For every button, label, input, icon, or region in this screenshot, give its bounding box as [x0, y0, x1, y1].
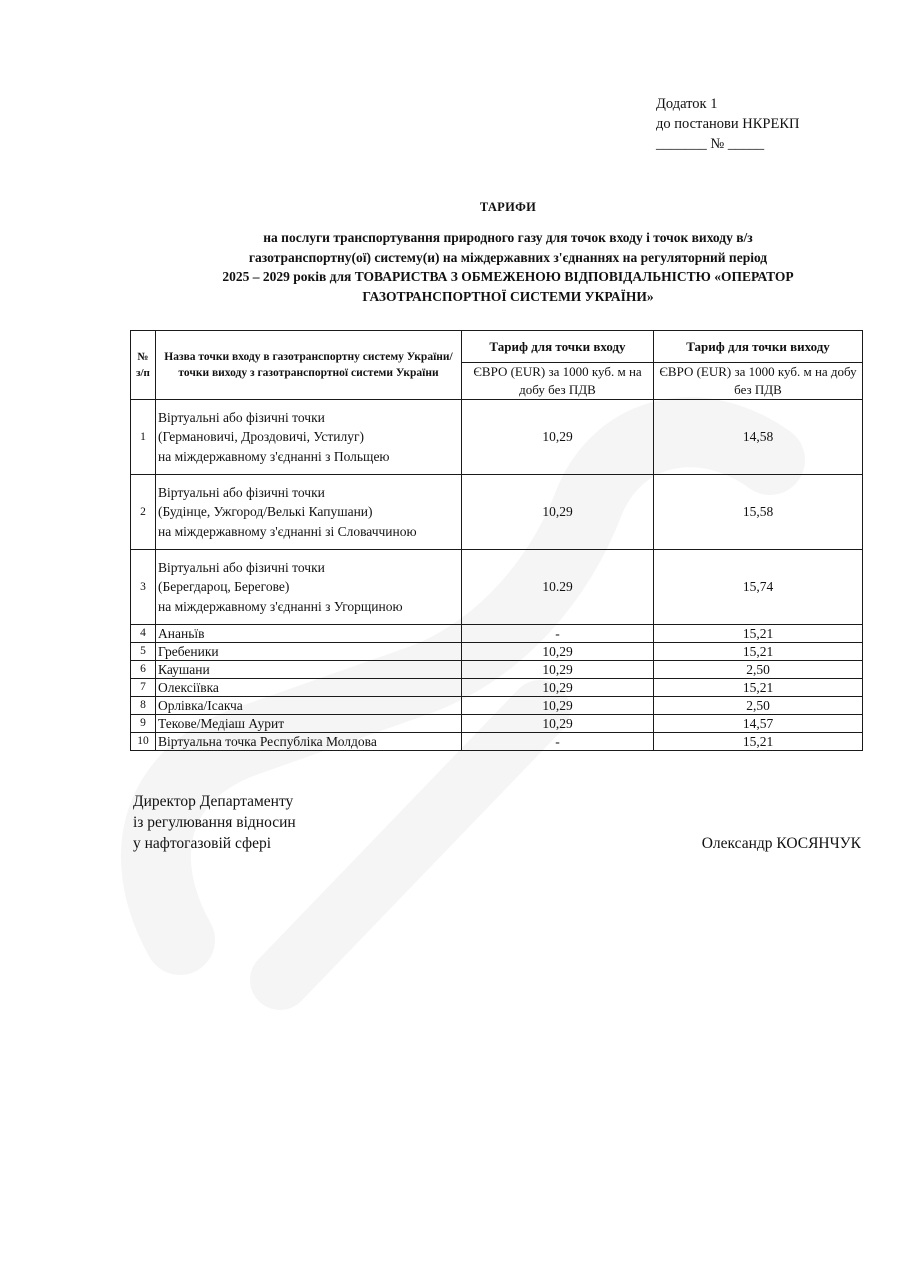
header-entry-tariff: Тариф для точки входу: [462, 331, 654, 363]
header-exit-tariff: Тариф для точки виходу: [654, 331, 863, 363]
row-exit-tariff: 15,21: [654, 733, 863, 751]
point-name-line: (Берегдароц, Берегове): [158, 579, 290, 595]
row-number: 4: [131, 625, 156, 643]
row-number: 2: [131, 475, 156, 550]
row-point-name: Ананьїв: [156, 625, 462, 643]
table-row: [131, 643, 863, 661]
appendix-block: [656, 94, 799, 154]
row-entry-tariff: 10,29: [462, 679, 654, 697]
row-number: 9: [131, 715, 156, 733]
tariffs-table: [130, 330, 863, 751]
row-number: 1: [131, 400, 156, 475]
appendix-resolution: до постанови НКРЕКП: [656, 116, 800, 132]
row-entry-tariff: 10,29: [462, 643, 654, 661]
row-exit-tariff: 2,50: [654, 697, 863, 715]
row-number: 3: [131, 550, 156, 625]
document-title: [150, 200, 866, 306]
row-entry-tariff: -: [462, 733, 654, 751]
row-exit-tariff: 14,58: [654, 400, 863, 475]
point-name-line: на міждержавному з'єднанні зі Словаччиною: [158, 523, 417, 539]
row-number: 10: [131, 733, 156, 751]
row-point-name: [156, 550, 462, 625]
point-name-line: (Германовичі, Дроздовичі, Устилуг): [158, 429, 364, 445]
row-point-name: [156, 400, 462, 475]
header-point-name: Назва точки входу в газотранспортну систему України/точки виходу з газотранспортної системи України: [156, 331, 462, 400]
row-point-name: Орлівка/Ісакча: [156, 697, 462, 715]
signatory-position-line: у нафтогазовій сфері: [133, 835, 272, 852]
title-subtitle-line: ГАЗОТРАНСПОРТНОЇ СИСТЕМИ УКРАЇНИ»: [362, 288, 654, 304]
row-point-name: Гребеники: [156, 643, 462, 661]
row-point-name: Віртуальна точка Республіка Молдова: [156, 733, 462, 751]
row-entry-tariff: -: [462, 625, 654, 643]
title-subtitle-line: газотранспортну(ої) систему(и) на міждержавних з'єднаннях на регуляторний період: [248, 249, 768, 265]
row-number: 8: [131, 697, 156, 715]
row-point-name: Каушани: [156, 661, 462, 679]
point-name-line: Віртуальні або фізичні точки: [158, 409, 325, 425]
appendix-number: Додаток 1: [656, 96, 718, 112]
point-name-line: Віртуальні або фізичні точки: [158, 484, 325, 500]
point-name-line: на міждержавному з'єднанні з Польщею: [158, 448, 390, 464]
table-row: [131, 475, 863, 550]
table-row: [131, 679, 863, 697]
table-row: [131, 733, 863, 751]
header-exit-unit: ЄВРО (EUR) за 1000 куб. м на добу без ПДВ: [654, 363, 863, 400]
row-point-name: [156, 475, 462, 550]
title-subtitle: [150, 228, 866, 306]
table-row: [131, 550, 863, 625]
row-entry-tariff: 10,29: [462, 661, 654, 679]
row-exit-tariff: 15,58: [654, 475, 863, 550]
title-subtitle-line: 2025 – 2029 років для ТОВАРИСТВА З ОБМЕЖЕНОЮ ВІДПОВІДАЛЬНІСТЮ «ОПЕРАТОР: [222, 269, 794, 284]
row-exit-tariff: 15,74: [654, 550, 863, 625]
row-exit-tariff: 15,21: [654, 625, 863, 643]
row-point-name: Олексіївка: [156, 679, 462, 697]
signature-block: [133, 791, 861, 854]
row-entry-tariff: 10.29: [462, 550, 654, 625]
row-entry-tariff: 10,29: [462, 715, 654, 733]
table-row: [131, 715, 863, 733]
row-exit-tariff: 15,21: [654, 679, 863, 697]
row-number: 7: [131, 679, 156, 697]
table-row: [131, 625, 863, 643]
title-subtitle-line: на послуги транспортування природного газу для точок входу і точок виходу в/з: [263, 230, 753, 245]
point-name-line: (Будінце, Ужгород/Велькі Капушани): [158, 504, 373, 520]
row-exit-tariff: 2,50: [654, 661, 863, 679]
header-number: № з/п: [131, 331, 156, 400]
title-main: ТАРИФИ: [479, 200, 537, 214]
appendix-date-number: _______ № _____: [656, 136, 765, 152]
row-exit-tariff: 14,57: [654, 715, 863, 733]
signatory-position-line: із регулювання відносин: [133, 814, 296, 831]
row-entry-tariff: 10,29: [462, 475, 654, 550]
table-row: [131, 697, 863, 715]
table-row: [131, 400, 863, 475]
row-number: 6: [131, 661, 156, 679]
point-name-line: на міждержавному з'єднанні з Угорщиною: [158, 598, 403, 614]
row-entry-tariff: 10,29: [462, 697, 654, 715]
signatory-position-line: Директор Департаменту: [133, 793, 294, 810]
row-number: 5: [131, 643, 156, 661]
row-entry-tariff: 10,29: [462, 400, 654, 475]
header-entry-unit: ЄВРО (EUR) за 1000 куб. м на добу без ПДВ: [462, 363, 654, 400]
signatory-name: Олександр КОСЯНЧУК: [701, 835, 861, 852]
row-exit-tariff: 15,21: [654, 643, 863, 661]
point-name-line: Віртуальні або фізичні точки: [158, 559, 325, 575]
row-point-name: Текове/Медіаш Аурит: [156, 715, 462, 733]
table-row: [131, 661, 863, 679]
